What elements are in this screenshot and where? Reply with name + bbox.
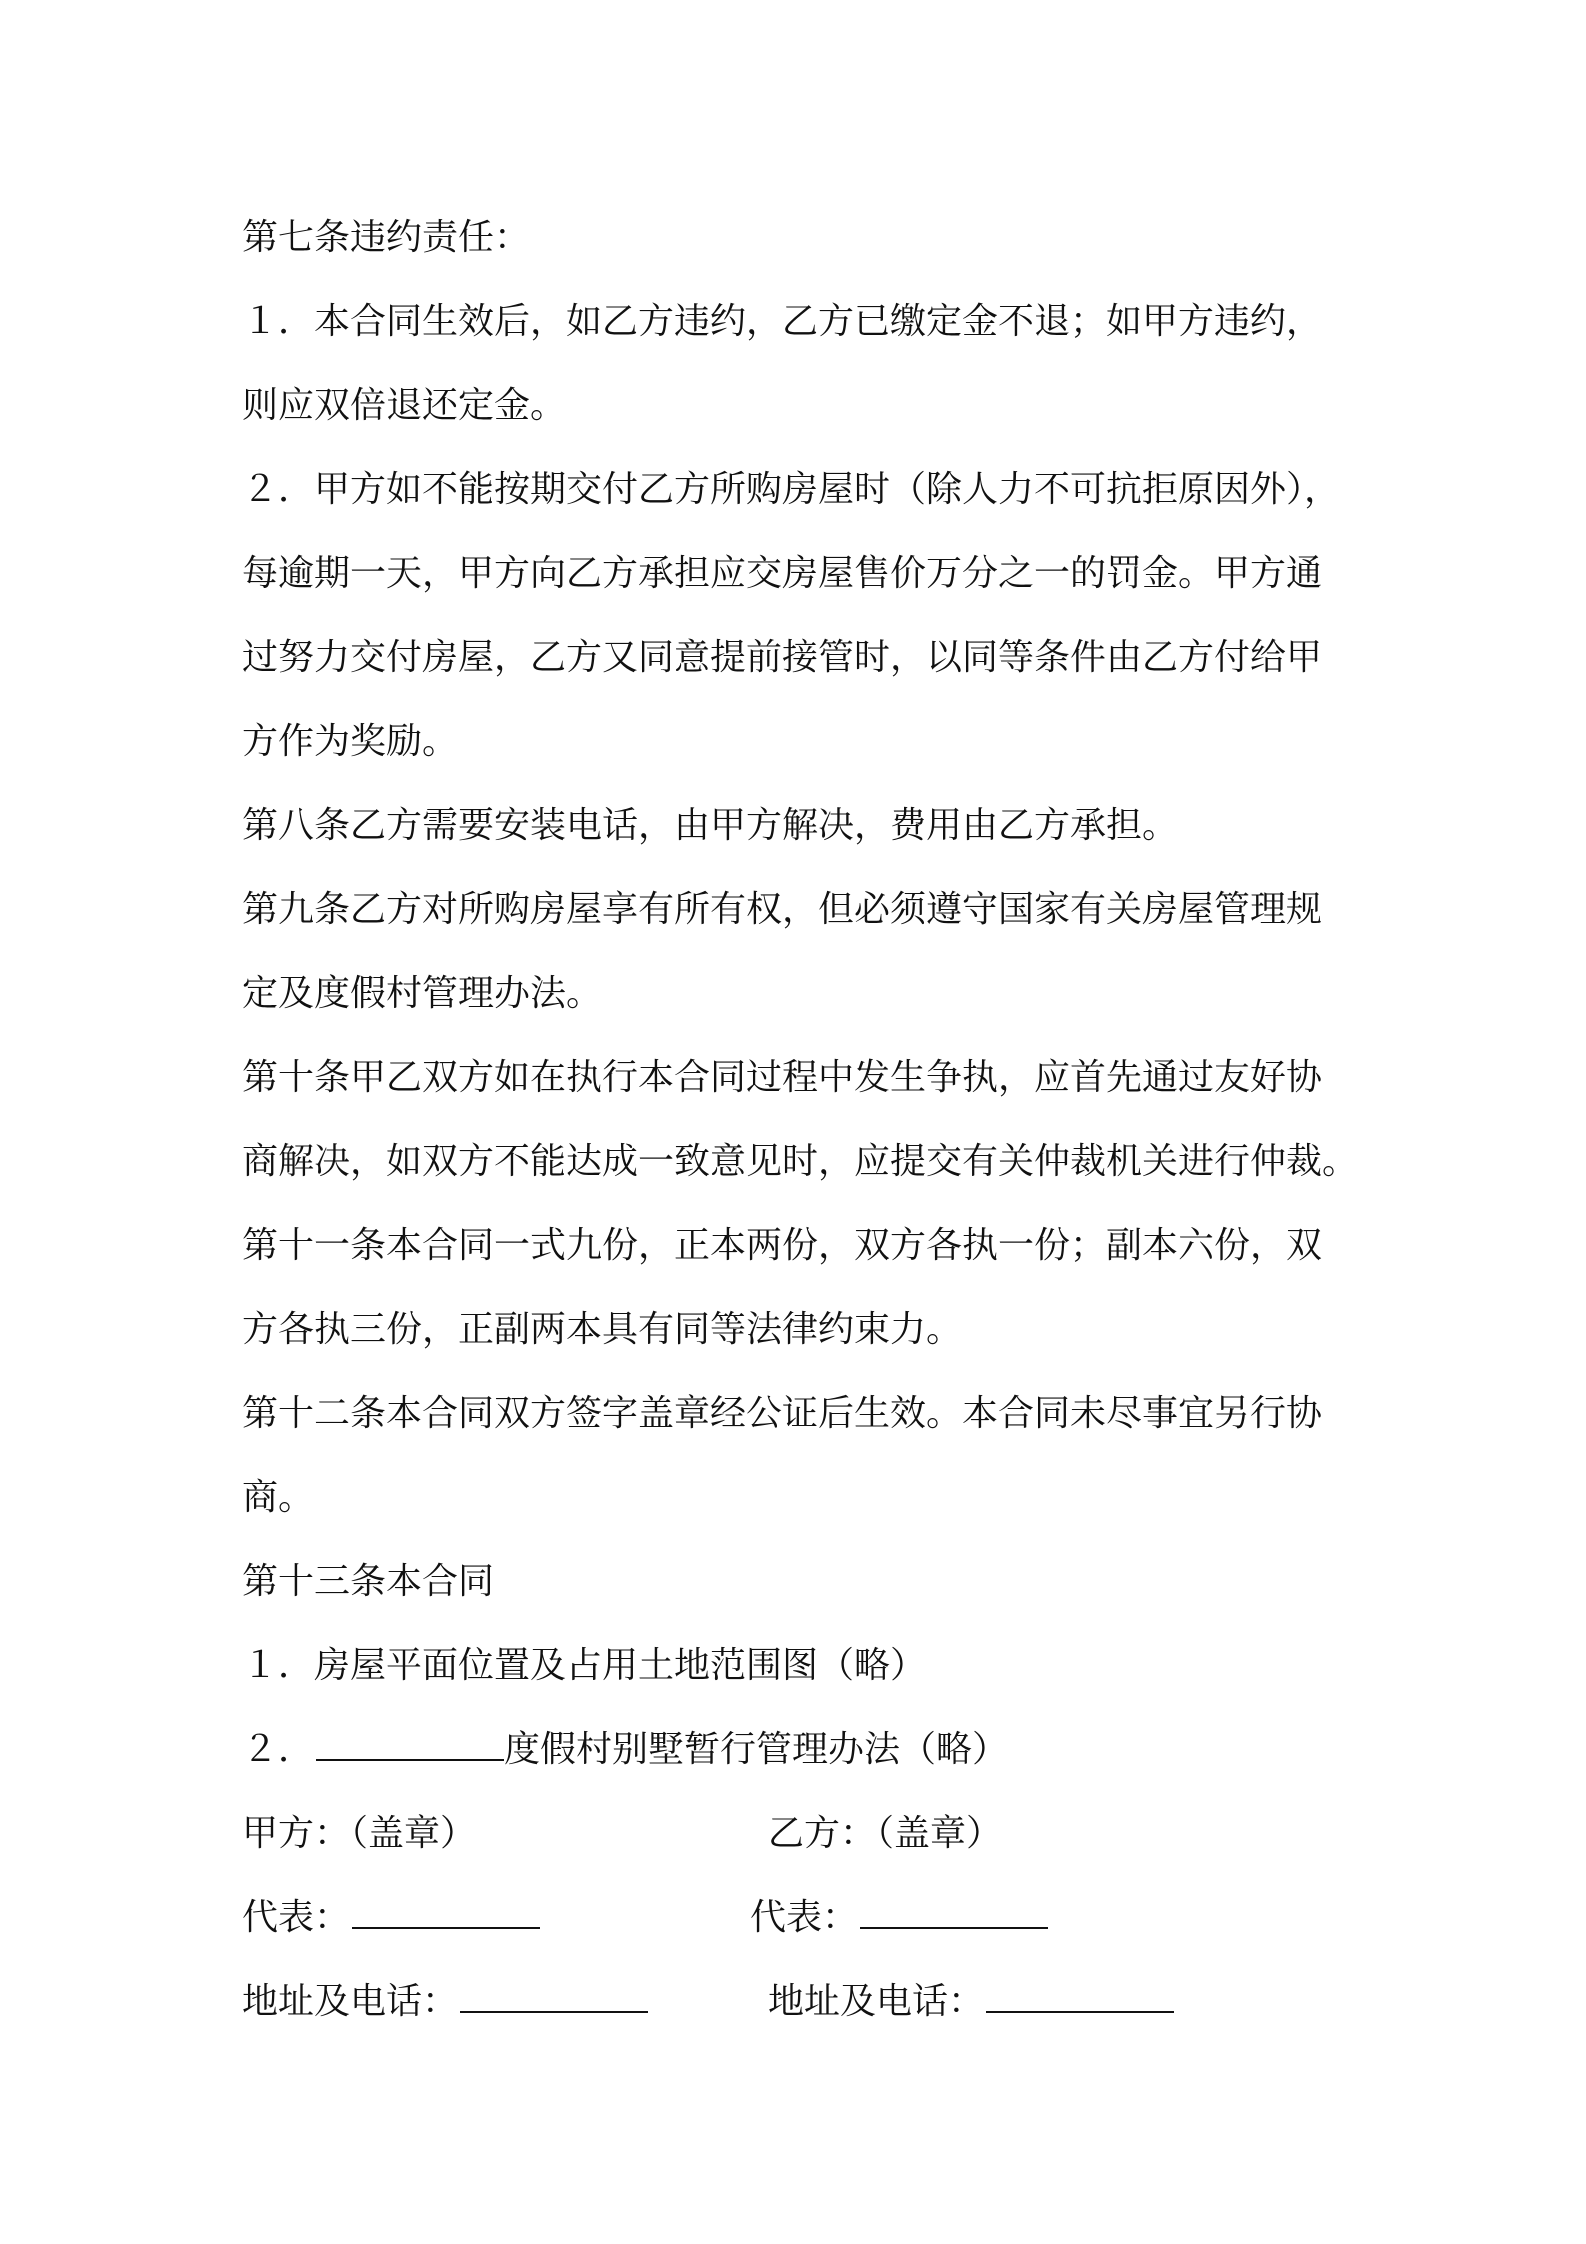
contract-text [242, 196, 1372, 2044]
representative-label: 代表： [242, 1897, 351, 1938]
text-line: 方作为奖励。 [242, 721, 459, 762]
party-b-address [768, 1960, 1174, 2044]
text-line: 第十条甲乙双方如在执行本合同过程中发生争执，应首先通过友好协 [242, 1057, 1323, 1098]
attachment-item-2 [242, 1708, 1372, 1792]
text-line: 定及度假村管理办法。 [242, 973, 603, 1014]
text-line: 第十二条本合同双方签字盖章经公证后生效。本合同未尽事宜另行协 [242, 1393, 1323, 1434]
blank-underline [986, 1981, 1174, 2013]
text-line: 第七条违约责任： [242, 217, 531, 258]
item-number: ２． [242, 1729, 315, 1770]
signature-row-representative [242, 1876, 1372, 1960]
party-a-address [242, 1981, 648, 2022]
text-line: ２．甲方如不能按期交付乙方所购房屋时（除人力不可抗拒原因外）， [242, 469, 1341, 510]
item-text: 度假村别墅暂行管理办法（略） [504, 1729, 1009, 1770]
text-line: １．本合同生效后，如乙方违约，乙方已缴定金不退；如甲方违约， [242, 301, 1323, 342]
text-line: 第九条乙方对所购房屋享有所有权，但必须遵守国家有关房屋管理规 [242, 889, 1323, 930]
blank-underline [460, 1981, 648, 2013]
text-line: 方各执三份，正副两本具有同等法律约束力。 [242, 1309, 963, 1350]
party-b-seal-label: 乙方：（盖章） [768, 1813, 1003, 1854]
text-line: 第十一条本合同一式九份，正本两份，双方各执一份；副本六份，双 [242, 1225, 1323, 1266]
signature-row-address [242, 1960, 1372, 2044]
text-line: 第八条乙方需要安装电话，由甲方解决，费用由乙方承担。 [242, 805, 1179, 846]
text-line: 商。 [242, 1477, 315, 1518]
text-line: １．房屋平面位置及占用土地范围图（略） [242, 1645, 927, 1686]
text-line: 过努力交付房屋，乙方又同意提前接管时，以同等条件由乙方付给甲 [242, 637, 1323, 678]
text-line: 第十三条本合同 [242, 1561, 495, 1602]
blank-underline [316, 1729, 504, 1761]
blank-underline [352, 1897, 540, 1929]
address-label: 地址及电话： [242, 1981, 459, 2022]
text-line: 商解决，如双方不能达成一致意见时，应提交有关仲裁机关进行仲裁。 [242, 1141, 1359, 1182]
blank-underline [860, 1897, 1048, 1929]
representative-label: 代表： [750, 1897, 859, 1938]
address-label: 地址及电话： [768, 1981, 985, 2022]
text-line: 则应双倍退还定金。 [242, 385, 567, 426]
party-a-seal-label: 甲方：（盖章） [242, 1813, 477, 1854]
signature-row-seal [242, 1792, 1372, 1876]
party-b-representative [750, 1876, 1048, 1960]
party-a-representative [242, 1897, 540, 1938]
text-line: 每逾期一天，甲方向乙方承担应交房屋售价万分之一的罚金。甲方通 [242, 553, 1323, 594]
